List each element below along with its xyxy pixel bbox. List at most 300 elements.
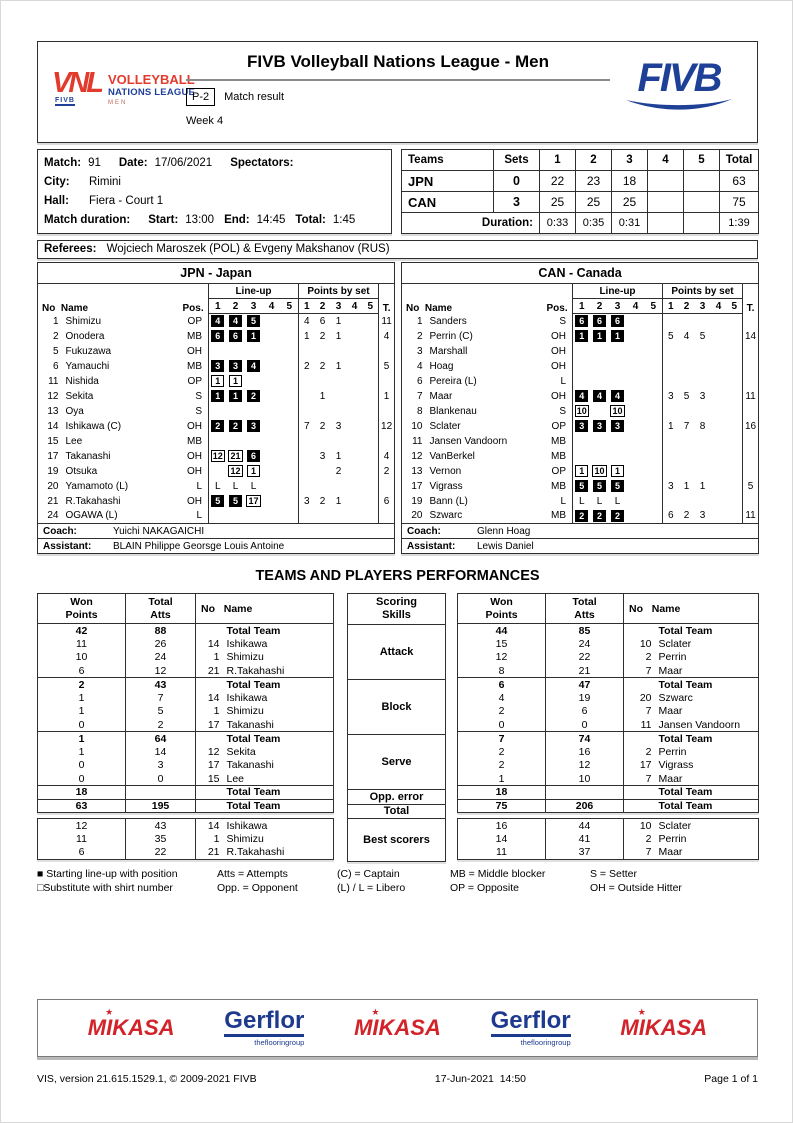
player-name: Ishikawa [226, 691, 268, 704]
skill-section [458, 799, 759, 813]
player-name: Yamamoto (L) [65, 480, 129, 492]
substitute-shirt-box: 1 [229, 375, 242, 387]
lineup-cell [281, 314, 299, 329]
performance-row [38, 759, 334, 773]
lineup-cell [263, 329, 281, 344]
performance-row [38, 691, 334, 705]
points-set-cell [363, 494, 379, 509]
points-by-set-header: Points by set [299, 284, 379, 299]
lineup-cell [281, 449, 299, 464]
lineup-cell [591, 344, 609, 359]
points-set-cell [679, 374, 695, 389]
lineup-cell [209, 509, 227, 524]
player-name: Otsuka [65, 465, 98, 477]
performance-row [38, 786, 334, 800]
lineup-cell [627, 419, 645, 434]
points-set-cell: 4 [683, 330, 690, 342]
sets-header-cell: 4 [648, 150, 684, 171]
lineup-cell [281, 419, 299, 434]
lineup-cell [627, 314, 645, 329]
referees-names: Wojciech Maroszek (POL) & Evgeny Makshanov (RUS) [106, 243, 390, 255]
set-score [648, 171, 684, 192]
team-title-row [402, 263, 759, 284]
player-row [38, 404, 395, 419]
set-number-header: 4 [263, 299, 281, 314]
lineup-cell [245, 449, 263, 464]
won-points-value: 75 [458, 799, 546, 813]
points-set-cell: 6 [319, 315, 326, 327]
points-set-cell [711, 449, 727, 464]
starter-position-box: 4 [575, 390, 588, 402]
performance-row [38, 745, 334, 759]
points-set-cell: 7 [299, 419, 315, 434]
player-row [38, 329, 395, 344]
player-row [402, 374, 759, 389]
points-set-cell [695, 344, 711, 359]
points-set-cell: 3 [299, 494, 315, 509]
total-atts-value: 2 [126, 718, 196, 732]
set-score: 25 [540, 192, 576, 213]
points-set-cell [347, 419, 363, 434]
lineup-cell [281, 329, 299, 344]
player-name: Maar [429, 390, 453, 402]
player-total-points: 4 [379, 329, 395, 344]
lineup-cell [281, 464, 299, 479]
vnl-fivb-text: FIVB [55, 97, 75, 105]
player-name: Maar [658, 772, 683, 785]
fivb-logo [623, 58, 735, 116]
player-number: 12 [411, 450, 423, 462]
player-number [196, 624, 222, 638]
gerflor-tagline: theflooringroup [254, 1038, 305, 1047]
performance-row [458, 664, 759, 678]
player-number: 7 [645, 772, 652, 785]
sets-team-row [402, 171, 759, 192]
skill-label: Attack [348, 625, 446, 680]
player-name: Total Team [658, 732, 713, 745]
team-roster-table [37, 262, 395, 554]
points-set-cell [663, 464, 679, 479]
hall-value: Fiera - Court 1 [89, 195, 164, 207]
player-number: 21 [47, 495, 59, 507]
player-total-points: 6 [379, 494, 395, 509]
form-code-badge: P-2 [186, 88, 215, 106]
match-info-line2 [44, 173, 385, 192]
points-set-cell [299, 374, 315, 389]
points-set-cell [363, 314, 379, 329]
sets-team-row [402, 192, 759, 213]
set-number-header: 5 [281, 299, 299, 314]
player-number [624, 799, 654, 813]
points-set-cell [695, 434, 711, 449]
player-number: 7 [416, 390, 423, 402]
total-atts-value: 43 [126, 819, 196, 833]
performance-row [458, 799, 759, 813]
performance-row [458, 678, 759, 692]
assistant-name: Lewis Daniel [477, 540, 534, 552]
total-atts-value: 12 [546, 759, 624, 773]
player-number: 21 [207, 846, 220, 858]
player-name: Hoag [429, 360, 454, 372]
lineup-cell [645, 479, 663, 494]
set-duration: 0:31 [612, 213, 648, 234]
points-set-cell [315, 404, 331, 419]
footer-datetime: 17-Jun-2021 14:50 [434, 1073, 526, 1085]
player-row [402, 344, 759, 359]
starter-position-box: 1 [611, 330, 624, 342]
substitute-shirt-box: 1 [575, 465, 588, 477]
starter-position-box: 4 [211, 315, 224, 327]
player-position: OH [187, 465, 202, 477]
lineup-cell [627, 344, 645, 359]
points-set-cell [711, 494, 727, 509]
sets-header-cell: 1 [540, 150, 576, 171]
skill-section [458, 678, 759, 732]
sponsor-banner [37, 999, 758, 1057]
performance-row [38, 664, 334, 678]
points-set-cell [663, 449, 679, 464]
lineup-cell [573, 479, 591, 494]
lineup-cell [281, 374, 299, 389]
lineup-cell [645, 434, 663, 449]
player-name: Blankenau [429, 405, 477, 417]
lineup-cell: L [250, 480, 257, 492]
best-scorers-label-box [347, 818, 446, 862]
player-name: Vernon [429, 465, 462, 477]
starter-position-box: 3 [229, 360, 242, 372]
points-set-cell [347, 344, 363, 359]
substitute-shirt-box: 1 [611, 465, 624, 477]
lineup-cell [591, 464, 609, 479]
substitute-shirt-box: 10 [576, 406, 587, 416]
best-scorer-row [458, 846, 759, 860]
lineup-cell [591, 479, 609, 494]
coach-label: Coach: [43, 525, 77, 537]
coach-label: Coach: [407, 525, 441, 537]
player-total-points: 5 [379, 359, 395, 374]
player-row [38, 314, 395, 329]
points-set-cell: 1 [335, 330, 342, 342]
letter: M [620, 1015, 639, 1040]
start-value: 13:00 [185, 214, 215, 226]
points-set-cell: 5 [699, 330, 706, 342]
won-points-value: 7 [458, 732, 546, 746]
points-set-cell [347, 329, 363, 344]
player-number: 7 [645, 705, 652, 718]
points-set-cell: 1 [699, 480, 706, 492]
lineup-cell [263, 344, 281, 359]
player-total-points [743, 359, 759, 374]
player-number: 17 [47, 450, 59, 462]
coach-name: Glenn Hoag [477, 525, 531, 537]
points-set-cell [347, 434, 363, 449]
best-scorer-row [38, 832, 334, 846]
points-set-cell [727, 404, 743, 419]
set-number-header: 4 [627, 299, 645, 314]
player-number: 10 [639, 819, 652, 832]
lineup-cell [573, 314, 591, 329]
lineup-cell [609, 434, 627, 449]
perf-header-row [38, 594, 334, 624]
lineup-cell [245, 464, 263, 479]
player-total-points: 5 [743, 479, 759, 494]
total-header: T. [379, 284, 395, 314]
player-name: Ishikawa [226, 819, 268, 832]
performance-row [458, 732, 759, 746]
points-set-cell [363, 449, 379, 464]
player-position: L [196, 510, 202, 522]
lineup-cell [627, 389, 645, 404]
player-name: Perrin (C) [429, 330, 473, 342]
points-set-cell: 2 [299, 359, 315, 374]
sets-header-cell: 3 [612, 150, 648, 171]
player-name: R.Takahashi [226, 846, 285, 858]
sets-header-cell: 2 [576, 150, 612, 171]
performance-row [458, 786, 759, 800]
assistant-label: Assistant: [407, 540, 456, 552]
skill-section [38, 732, 334, 786]
player-name: Perrin [658, 832, 687, 845]
gerflor-name: Gerflor [491, 1009, 571, 1037]
total-atts-value: 47 [546, 678, 624, 692]
assistant-label: Assistant: [43, 540, 92, 552]
starter-position-box: 2 [593, 510, 606, 522]
player-name: Sclater [429, 420, 461, 432]
total-atts-value: 22 [546, 651, 624, 665]
points-set-cell [347, 389, 363, 404]
lineup-cell: L [232, 480, 239, 492]
player-row [38, 434, 395, 449]
lineup-cell [573, 359, 591, 374]
points-set-cell [679, 494, 695, 509]
player-number [196, 786, 222, 800]
player-total-points [379, 404, 395, 419]
performance-row [38, 772, 334, 786]
date-label: Date: [118, 157, 148, 169]
points-set-cell [711, 329, 727, 344]
lineup-cell [209, 329, 227, 344]
player-number: 6 [52, 360, 59, 372]
letters: KASA [112, 1015, 175, 1040]
player-position: OH [551, 330, 566, 342]
lineup-cell [263, 374, 281, 389]
player-number: 24 [47, 510, 59, 522]
player-name: Vigrass [658, 759, 694, 772]
total-atts-value: 10 [546, 772, 624, 786]
player-total-points [743, 494, 759, 509]
lineup-cell [209, 359, 227, 374]
total-atts-value: 206 [546, 799, 624, 813]
footer-version: VIS, version 21.615.1529.1, © 2009-2021 FIVB [37, 1073, 257, 1085]
player-number: 7 [645, 846, 652, 858]
performance-table-can [457, 593, 759, 813]
points-set-cell [679, 449, 695, 464]
performance-row [458, 718, 759, 732]
mikasa-logo [87, 1007, 175, 1041]
lineup-cell [245, 404, 263, 419]
player-position: S [559, 405, 566, 417]
total-atts-value: 88 [126, 624, 196, 638]
player-number: 2 [645, 745, 652, 758]
player-name: Jansen Vandoorn [658, 718, 741, 731]
skill-section [38, 624, 334, 678]
player-number: 2 [52, 330, 59, 342]
starter-position-box: 3 [593, 420, 606, 432]
lineup-cell [609, 479, 627, 494]
lineup-cell [209, 389, 227, 404]
footer-page-number: Page 1 of 1 [704, 1073, 758, 1085]
points-set-cell [711, 359, 727, 374]
performance-row [458, 651, 759, 665]
player-position: OH [551, 360, 566, 372]
legend-item: Atts = Attempts [217, 868, 288, 880]
match-info-line3 [44, 192, 385, 211]
player-position: OH [187, 420, 202, 432]
form-name: Match result [224, 91, 285, 103]
lineup-cell [627, 404, 645, 419]
points-set-cell: 1 [335, 450, 342, 462]
player-position: MB [187, 435, 202, 447]
set-number-header: 3 [331, 299, 347, 314]
lineup-cell [645, 449, 663, 464]
perf-header-row [458, 594, 759, 624]
player-position: MB [187, 330, 202, 342]
player-name: Total Team [226, 624, 281, 637]
letter-with-star: I ★ [105, 1007, 114, 1040]
player-name: Oya [65, 405, 84, 417]
performance-row [458, 705, 759, 719]
lineup-cell [209, 374, 227, 389]
starter-position-box: 4 [229, 315, 242, 327]
coach-name: Yuichi NAKAGAICHI [113, 525, 205, 537]
skill-label: Opp. error [348, 790, 446, 805]
points-set-cell [363, 509, 379, 524]
team-title: JPN - Japan [38, 263, 395, 284]
lineup-cell [591, 329, 609, 344]
points-set-cell: 1 [335, 495, 342, 507]
player-row [402, 389, 759, 404]
performances-title: TEAMS AND PLAYERS PERFORMANCES [255, 568, 540, 584]
points-set-cell: 7 [683, 420, 690, 432]
points-set-cell [695, 449, 711, 464]
total-atts-value: 44 [546, 819, 624, 833]
player-number: 1 [213, 651, 220, 664]
performance-row [458, 637, 759, 651]
player-total-points [379, 434, 395, 449]
assistant-row [402, 539, 759, 554]
points-set-cell: 2 [319, 495, 326, 507]
skills-header-row [348, 594, 446, 625]
match-total-points: 75 [720, 192, 759, 213]
player-name: Sanders [429, 315, 467, 327]
points-set-cell [299, 344, 315, 359]
match-total-points: 63 [720, 171, 759, 192]
lineup-cell [591, 434, 609, 449]
lineup-cell [209, 464, 227, 479]
player-name: Ishikawa [226, 637, 268, 650]
skill-section [38, 678, 334, 732]
lineup-cell [591, 314, 609, 329]
lineup-cell [227, 464, 245, 479]
team-roster-table [401, 262, 759, 554]
lineup-cell [281, 479, 299, 494]
scoring-skills-header [348, 594, 446, 625]
total-atts-value: 19 [546, 691, 624, 705]
player-row [402, 419, 759, 434]
player-name: Lee [226, 772, 245, 785]
player-total-points [379, 509, 395, 524]
player-row [402, 434, 759, 449]
points-set-cell [363, 329, 379, 344]
player-name: Total Team [658, 799, 713, 812]
lineup-cell [227, 344, 245, 359]
sets-header-cell: Total [720, 150, 759, 171]
points-set-cell: 3 [699, 390, 706, 402]
player-number: 11 [48, 375, 59, 387]
skill-row [348, 804, 446, 819]
player-number: 1 [213, 832, 220, 845]
lineup-cell [281, 344, 299, 359]
player-number: 5 [52, 345, 59, 357]
player-row [402, 359, 759, 374]
player-number: 15 [47, 435, 59, 447]
starter-position-box: 1 [575, 330, 588, 342]
set-score: 25 [576, 192, 612, 213]
lineup-cell [645, 359, 663, 374]
points-set-cell [363, 344, 379, 359]
player-name: Shimizu [226, 651, 264, 664]
scoring-skills-table [347, 593, 446, 819]
player-row [38, 389, 395, 404]
vnl-mark-text: VNL [52, 67, 101, 99]
points-set-cell [299, 404, 315, 419]
starter-position-box: 1 [247, 330, 260, 342]
fivb-logo-swoosh [623, 98, 735, 113]
gerflor-logo [224, 1009, 304, 1047]
points-set-cell [347, 509, 363, 524]
lineup-cell [609, 509, 627, 524]
player-number [196, 678, 222, 692]
points-set-cell [695, 404, 711, 419]
points-set-cell: 3 [663, 479, 679, 494]
lineup-cell [609, 449, 627, 464]
legend-item: OP = Opposite [450, 882, 519, 894]
total-atts-value: 85 [546, 624, 624, 638]
total-atts-value: 24 [546, 637, 624, 651]
lineup-cell [609, 374, 627, 389]
letter: M [354, 1015, 373, 1040]
lineup-cell [245, 389, 263, 404]
player-total-points [743, 344, 759, 359]
player-name: Maar [658, 846, 683, 858]
player-total-points: 11 [743, 389, 759, 404]
sets-won: 3 [494, 192, 540, 213]
total-atts-value: 22 [126, 846, 196, 860]
won-points-value: 6 [458, 678, 546, 692]
points-set-cell [727, 479, 743, 494]
set-duration [648, 213, 684, 234]
match-info-box [37, 149, 392, 234]
starter-position-box: 6 [593, 315, 606, 327]
starter-position-box: 3 [611, 420, 624, 432]
starter-position-box: 6 [229, 330, 242, 342]
total-atts-value [126, 786, 196, 800]
form-id-row [186, 88, 284, 106]
points-set-cell: 1 [663, 419, 679, 434]
lineup-cell [573, 329, 591, 344]
lineup-cell [263, 479, 281, 494]
lineup-cell [627, 434, 645, 449]
